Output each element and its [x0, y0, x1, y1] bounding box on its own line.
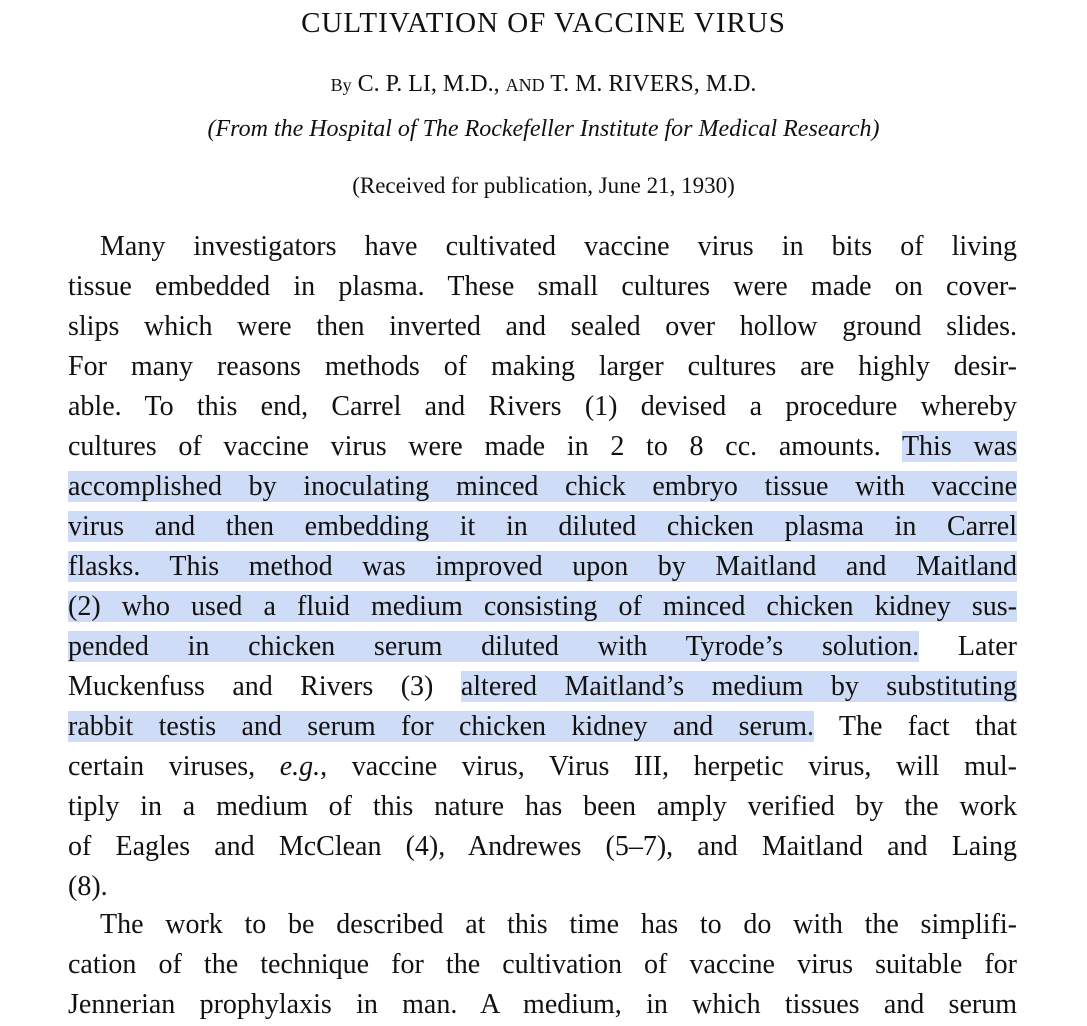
text-line: Jennerian prophylaxis in man. A medium, in which tissues and serum	[68, 989, 1017, 1020]
text-line: able. To this end, Carrel and Rivers (1) devised a procedure whereby	[68, 391, 1017, 422]
text-line: pended in chicken serum diluted with Tyrode’s solution. Later	[68, 631, 1017, 662]
text-selection[interactable]: This was	[901, 431, 1017, 462]
text-line: of Eagles and McClean (4), Andrewes (5–7), and Maitland and Laing	[68, 831, 1017, 862]
text-line: tiply in a medium of this nature has been amply verified by the work	[68, 791, 1017, 822]
text-selection[interactable]: pended in chicken serum diluted with Tyrode’s solution.	[68, 631, 920, 662]
received-date: (Received for publication, June 21, 1930)	[352, 173, 735, 198]
text-line	[68, 547, 1017, 587]
author-li: C. P. LI, M.D.,	[357, 71, 500, 97]
text-line: certain viruses, e.g., vaccine virus, Virus III, herpetic virus, will mul-	[68, 751, 1017, 782]
by-word: By	[330, 75, 352, 95]
text-selection[interactable]: flasks. This method was improved upon by Maitland and Maitland	[68, 551, 1017, 582]
author-line	[0, 69, 1087, 100]
text-line: Muckenfuss and Rivers (3) altered Maitland’s medium by substituting	[68, 671, 1017, 702]
text-selection[interactable]: accomplished by inoculating minced chick embryo tissue with vaccine	[68, 471, 1017, 502]
text-line: rabbit testis and serum for chicken kidney and serum. The fact that	[68, 711, 1017, 742]
text-selection[interactable]: rabbit testis and serum for chicken kidney and serum.	[68, 711, 815, 742]
text-line: slips which were then inverted and sealed over hollow ground slides.	[68, 311, 1017, 342]
text-line: cation of the technique for the cultivation of vaccine virus suitable for	[68, 949, 1017, 980]
paper-title: CULTIVATION OF VACCINE VIRUS	[301, 7, 786, 39]
text-line: (8).	[68, 871, 108, 902]
affiliation: (From the Hospital of The Rockefeller Institute for Medical Research)	[207, 116, 880, 142]
text-line: tissue embedded in plasma. These small cultures were made on cover-	[68, 271, 1017, 302]
italic-eg: e.g.	[279, 751, 321, 782]
text-line: The work to be described at this time has to do with the simplifi-	[100, 909, 1017, 940]
author-rivers: T. M. RIVERS, M.D.	[550, 71, 757, 97]
text-line: For many reasons methods of making larger cultures are highly desir-	[68, 351, 1017, 382]
text-line	[68, 467, 1017, 507]
text-line	[68, 507, 1017, 547]
text-selection[interactable]: (2) who used a fluid medium consisting of minced chicken kidney sus-	[68, 591, 1017, 622]
text-line	[68, 587, 1017, 627]
text-line: Many investigators have cultivated vaccine virus in bits of living	[100, 231, 1017, 262]
text-selection[interactable]: altered Maitland’s medium by substituting	[460, 671, 1017, 702]
text-selection[interactable]: virus and then embedding it in diluted chicken plasma in Carrel	[68, 511, 1017, 542]
text-line: cultures of vaccine virus were made in 2 to 8 cc. amounts. This was	[68, 431, 1017, 462]
and-word: AND	[505, 75, 545, 95]
